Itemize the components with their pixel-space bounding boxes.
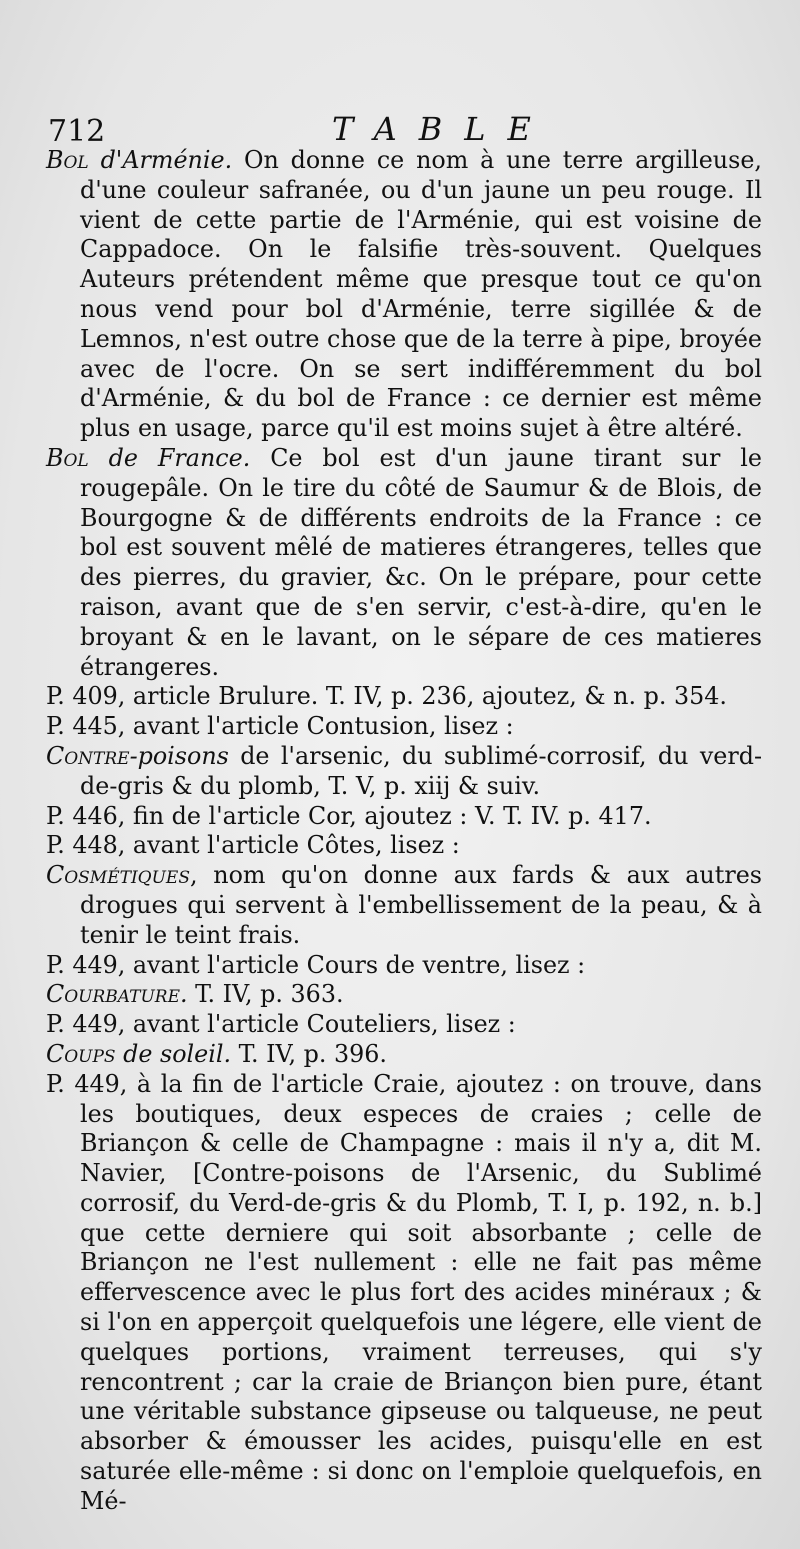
entry-text: Ce bol est d'un jaune tirant sur le rougepâle. On le tire du côté de Saumur & de Blois, de Bourgogne & de différents endroits de la France : ce bol est souvent mêlé de matieres étrangeres, telles que des pierres, du gravier, &c. On le prépare, pour cette raison, avant que de s'en servir, c'est-à-dire, qu'en le broyant & en le lavant, on le sépare de ces matieres étrangeres. [80,443,762,681]
entry-head: Cosmétiques [46,861,190,890]
entry-p449-cours [46,951,762,981]
entry-head: P. [46,1010,65,1039]
entry-text: T. IV, p. 363. [187,980,344,1009]
entry-head: P. [46,801,65,830]
entry-text: de l'arsenic, du sublimé-corrosif, du verd-de-gris & du plomb, T. V, p. xiij & suiv. [80,741,762,800]
entry-head-rest: -poisons [129,741,229,770]
entry-text: 449, à la fin de l'article Craie, ajoutez : on trouve, dans les boutiques, deux especes de craies ; celle de Briançon & celle de Champagne : mais il n'y a, dit M. Navier, [Contre-poisons de l'Arsenic, du Sublimé corrosif, du Verd-de-gris & du Plomb, T. I, p. 192, n. b.] que cette derniere qui soit absorbante ; celle de Briançon ne l'est nullement : elle ne fait pas même effervescence avec le plus fort des acides minéraux ; & si l'on en apperçoit quelquefois une légere, elle vient de quelques portions, vraiment terreuses, qui s'y rencontrent ; car la craie de Briançon bien pure, étant une véritable substance gipseuse ou talqueuse, ne peut absorber & émousser les acides, puisqu'elle en est saturée elle-même : si donc on l'emploie quelquefois, en Mé- [64,1069,762,1515]
entry-head-rest: d'Arménie. [88,146,233,174]
entry-text: 446, fin de l'article Cor, ajoutez : V. T. IV. p. 417. [64,801,652,830]
entry-head: P. [46,1069,65,1098]
entry-head: Bol [46,146,89,174]
entry-p446 [46,802,762,832]
running-head: TABLE [332,110,553,148]
entry-p409 [46,682,762,712]
entry-bol-france [46,444,762,682]
entry-cosmetiques [46,861,762,950]
entry-head: P. [46,682,65,711]
entry-text: 448, avant l'article Côtes, lisez : [64,831,460,860]
entry-head-rest: de soleil. [115,1039,232,1068]
entry-text: T. IV, p. 396. [231,1039,387,1068]
entry-head: Contre [46,741,130,770]
index-entries [46,146,762,1517]
entry-head: Bol [46,443,89,472]
entry-text: 445, avant l'article Contusion, lisez : [64,712,514,741]
entry-p448 [46,831,762,861]
entry-text: 409, article Brulure. T. IV, p. 236, ajoutez, & n. p. 354. [64,682,727,711]
entry-text: On donne ce nom à une terre argilleuse, d'une couleur safranée, ou d'un jaune un peu rouge. Il vient de cette partie de l'Arménie, qui est voisine de Cappadoce. On le falsifie très-souvent. Quelques Auteurs prétendent même que presque tout ce qu'on nous vend pour bol d'Arménie, terre sigillée & de Lemnos, n'est outre chose que de la terre à pipe, broyée avec de l'ocre. On se sert indifféremment du bol d'Arménie, & du bol de France : ce dernier est même plus en usage, parce qu'il est moins sujet à être altéré. [80,146,762,443]
page-number: 712 [48,114,106,149]
entry-bol-armenie [46,146,762,444]
entry-p449-craie [46,1070,762,1517]
entry-head: P. [46,712,65,741]
entry-p449-couteliers [46,1010,762,1040]
entry-p445 [46,712,762,742]
entry-head: P. [46,831,65,860]
entry-text: , nom qu'on donne aux fards & aux autres drogues qui servent à l'embellissement de la peau, & à tenir le teint frais. [80,861,762,949]
entry-coups-soleil [46,1040,762,1070]
entry-text: 449, avant l'article Cours de ventre, lisez : [64,950,586,979]
entry-contre-poisons [46,742,762,802]
entry-text: 449, avant l'article Couteliers, lisez : [64,1010,516,1039]
entry-head: Coups [46,1039,116,1068]
entry-courbature [46,980,762,1010]
entry-head: P. [46,950,65,979]
entry-head: Courbature. [46,980,188,1009]
entry-head-rest: de France. [88,443,251,472]
